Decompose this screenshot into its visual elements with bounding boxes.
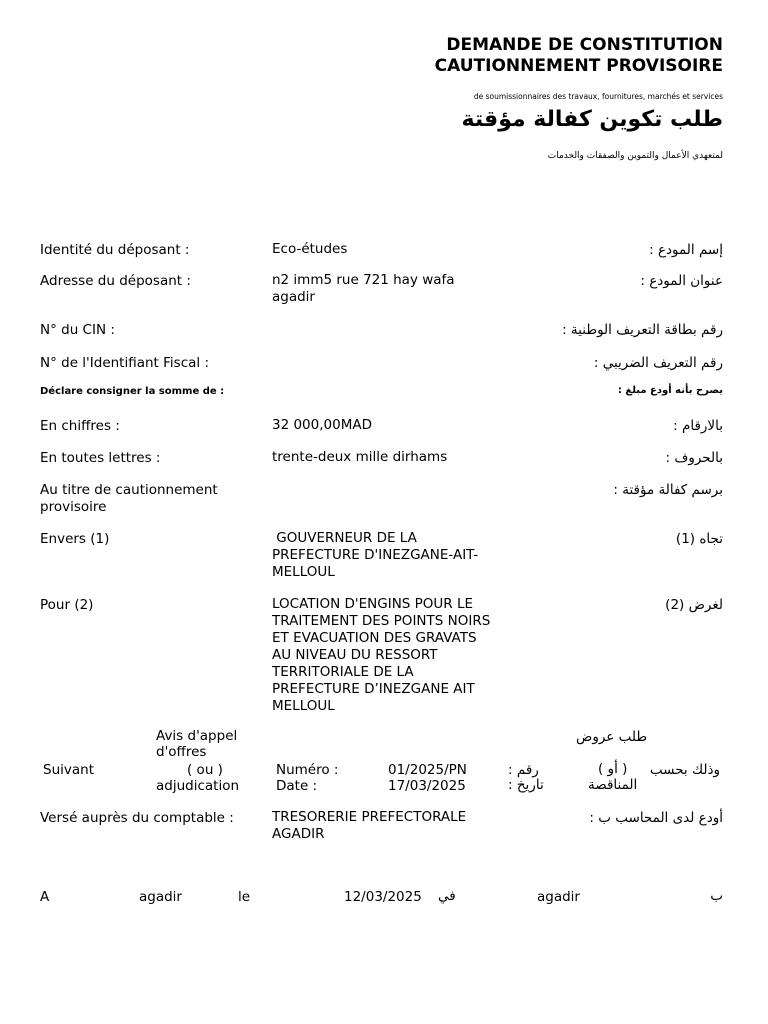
subtitle-ar: لمتعهدي الأعمال والتموين والصفقات والخدمات <box>547 151 723 161</box>
declare-label-ar: يصرح بأنه أودع مبلغ : <box>617 385 723 396</box>
envers-value: GOUVERNEUR DE LA PREFECTURE D'INEZGANE-AIT-MELLOUL <box>272 530 479 580</box>
chiffres-label-ar: بالارقام : <box>673 418 723 434</box>
fiscal-label-ar: رقم التعريف الضريبي : <box>593 355 723 371</box>
identite-value: Eco-études <box>272 241 348 257</box>
titre-label-ar: برسم كفالة مؤقتة : <box>613 482 723 498</box>
cin-label-ar: رقم بطاقة التعريف الوطنية : <box>562 322 723 338</box>
footer-bi: ب <box>710 888 723 904</box>
title-ar: طلب تكوين كفالة مؤقتة <box>461 107 723 132</box>
identite-label-ar: إسم المودع : <box>649 242 723 258</box>
wa-dalika-label: وذلك بحسب <box>649 762 720 778</box>
adresse-value: n2 imm5 rue 721 hay wafa agadir <box>272 272 455 305</box>
envers-label-ar: تجاه (1) <box>675 531 723 547</box>
pour-value: LOCATION D'ENGINS POUR LE TRAITEMENT DES POINTS NOIRS ET EVACUATION DES GRAVATS AU NIVEAU DU RESSORT TERRITORIALE DE LA PREFECTURE D’INEZGANE AIT MELLOUL <box>272 596 491 714</box>
footer-date: 12/03/2025 <box>344 889 422 905</box>
footer-fi: في <box>438 888 456 904</box>
lettres-value: trente-deux mille dirhams <box>272 449 448 465</box>
title-line-1: DEMANDE DE CONSTITUTION <box>446 35 723 55</box>
footer-a: A <box>40 889 50 905</box>
aw-label: ( أو ) <box>598 761 628 777</box>
ou-label: ( ou ) <box>187 762 223 778</box>
envers-label: Envers (1) <box>40 531 110 547</box>
footer-city-1: agadir <box>139 889 182 905</box>
raqm-label: رقم : <box>508 762 539 778</box>
numero-value: 01/2025/PN <box>388 762 467 778</box>
verse-label: Versé auprès du comptable : <box>40 810 234 826</box>
lettres-label: En toutes lettres : <box>40 450 161 466</box>
munaqasa-label: المناقصة <box>588 777 638 793</box>
pour-label-ar: لغرض (2) <box>665 597 723 613</box>
avis-appel-offres: Avis d'appel d'offres <box>156 728 238 760</box>
fiscal-label: N° de l'Identifiant Fiscal : <box>40 355 209 371</box>
verse-value: TRESORERIE PREFECTORALE AGADIR <box>272 809 467 842</box>
talab-arood: طلب عروض <box>576 729 648 745</box>
declare-label: Déclare consigner la somme de : <box>40 386 225 397</box>
subtitle-fr: de soumissionnaires des travaux, fournitures, marchés et services <box>473 92 723 101</box>
title-line-2: CAUTIONNEMENT PROVISOIRE <box>434 56 723 76</box>
chiffres-value: 32 000,00MAD <box>272 417 372 433</box>
lettres-label-ar: بالحروف : <box>665 450 723 466</box>
chiffres-label: En chiffres : <box>40 418 120 434</box>
pour-label: Pour (2) <box>40 597 94 613</box>
suivant-label: Suivant <box>43 762 94 778</box>
adjudication-label: adjudication <box>156 778 240 794</box>
date-label: Date : <box>276 778 318 794</box>
footer-le: le <box>238 889 251 905</box>
identite-label: Identité du déposant : <box>40 242 190 258</box>
titre-label: Au titre de cautionnement provisoire <box>40 482 218 515</box>
cin-label: N° du CIN : <box>40 322 115 338</box>
adresse-label-ar: عنوان المودع : <box>640 273 723 289</box>
footer-city-2: agadir <box>537 889 580 905</box>
date-value: 17/03/2025 <box>388 778 466 794</box>
numero-label: Numéro : <box>276 762 339 778</box>
tarikh-label: تاريخ : <box>508 777 544 793</box>
adresse-label: Adresse du déposant : <box>40 273 191 289</box>
verse-label-ar: أودع لدى المحاسب ب : <box>589 810 723 826</box>
